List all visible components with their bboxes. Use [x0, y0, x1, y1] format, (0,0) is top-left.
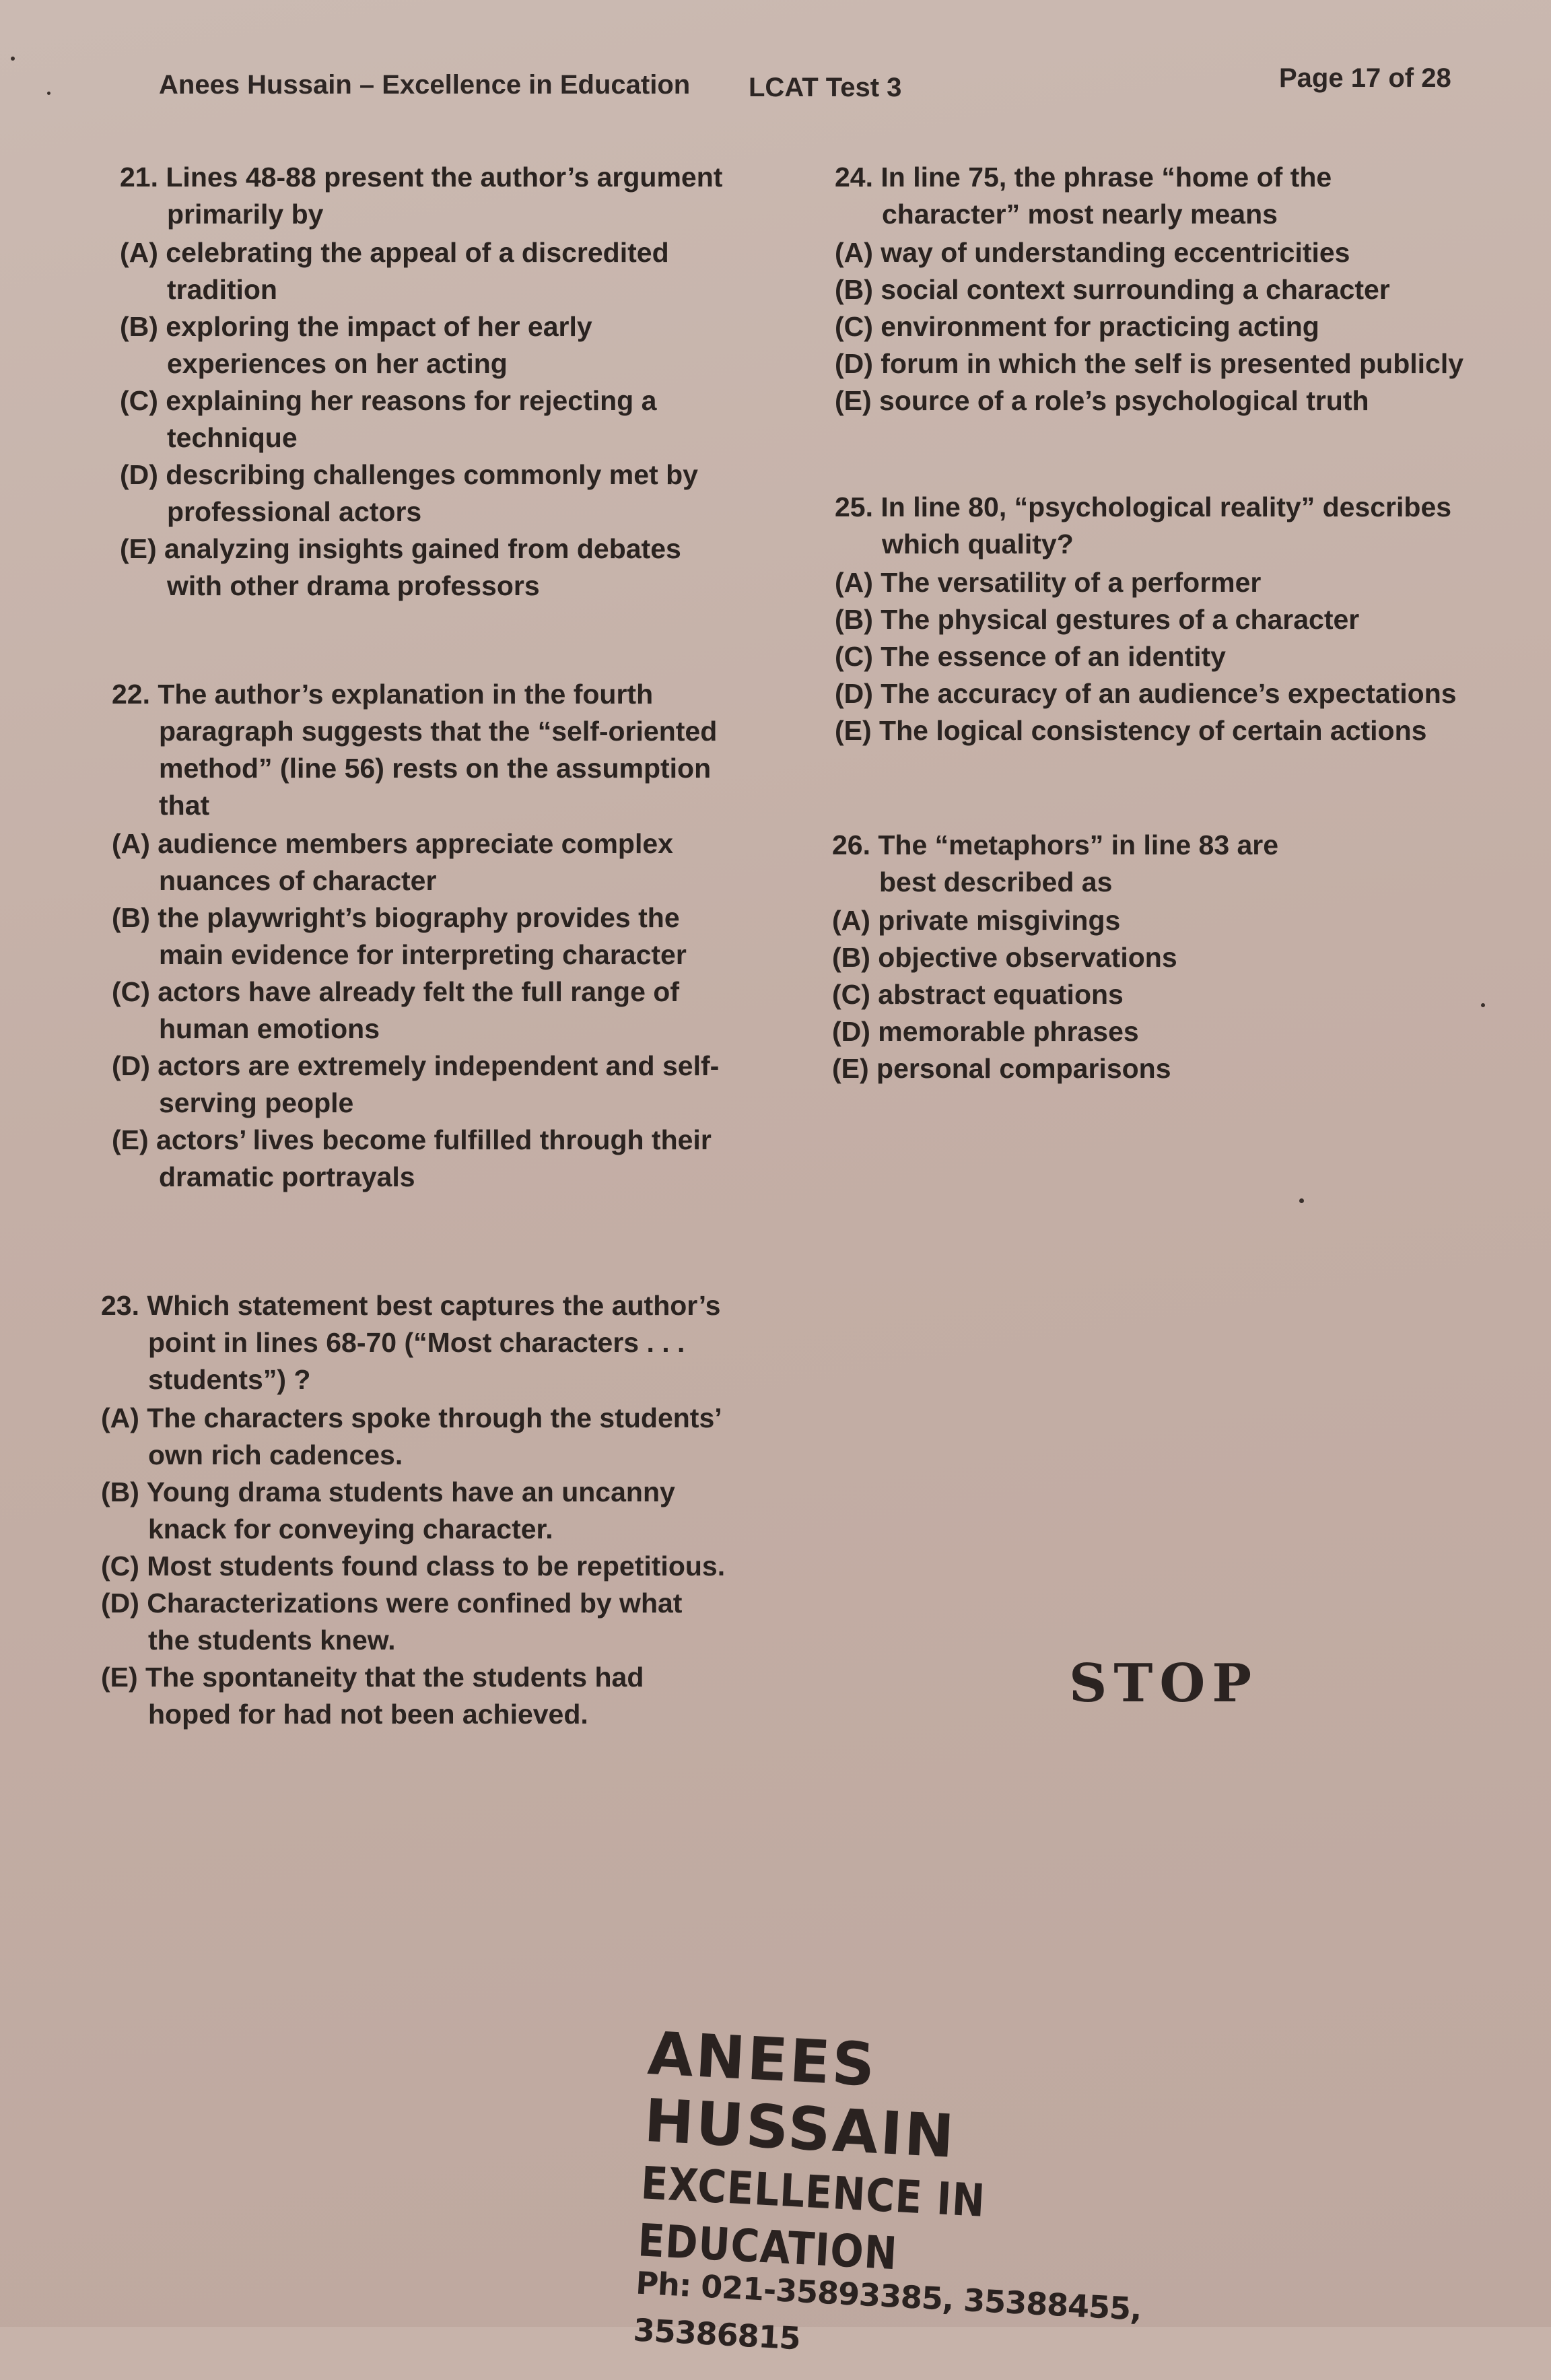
option-c: (C) Most students found class to be repetitious.	[101, 1551, 726, 1582]
stamp-name: ANEES HUSSAIN	[642, 2018, 958, 2171]
option-c: (C) explaining her reasons for rejecting a technique	[120, 385, 657, 453]
option-d: (D) Characterizations were confined by what the students knew.	[101, 1588, 683, 1656]
institute-stamp	[632, 2020, 1161, 2380]
option-d: (D) memorable phrases	[832, 1016, 1139, 1047]
option-e: (E) The logical consistency of certain actions	[835, 715, 1427, 746]
option-a: (A) way of understanding eccentricities	[835, 237, 1350, 268]
option-d: (D) forum in which the self is presented publicly	[835, 348, 1464, 379]
question-stem: 21. Lines 48-88 present the author’s argument primarily by	[120, 162, 723, 230]
option-d: (D) actors are extremely independent and self-serving people	[112, 1050, 720, 1118]
page-prefix: Page	[1279, 63, 1351, 93]
option-c: (C) The essence of an identity	[835, 641, 1226, 672]
option-b: (B) exploring the impact of her early experiences on her acting	[120, 311, 592, 379]
paper-speck	[47, 92, 50, 95]
option-b: (B) the playwright’s biography provides the main evidence for interpreting character	[112, 902, 687, 970]
option-b: (B) The physical gestures of a character	[835, 604, 1360, 635]
question-21	[120, 159, 739, 605]
option-a: (A) The versatility of a performer	[835, 567, 1262, 598]
option-a: (A) audience members appreciate complex nuances of character	[112, 828, 673, 896]
option-a: (A) celebrating the appeal of a discredited tradition	[120, 237, 669, 305]
paper-speck	[1299, 1198, 1304, 1203]
question-26	[832, 827, 1438, 1087]
question-stem: 25. In line 80, “psychological reality” describes which quality?	[835, 491, 1452, 559]
page-current: 17	[1350, 63, 1381, 93]
page-of: of	[1381, 63, 1422, 93]
question-stem: 22. The author’s explanation in the fourth paragraph suggests that the “self-oriented method” (line 56) rests on the assumption that	[112, 679, 718, 821]
option-c: (C) actors have already felt the full range of human emotions	[112, 976, 679, 1044]
option-e: (E) actors’ lives become fulfilled through their dramatic portrayals	[112, 1124, 712, 1192]
option-c: (C) environment for practicing acting	[835, 311, 1319, 342]
option-a: (A) The characters spoke through the students’ own rich cadences.	[101, 1402, 721, 1470]
option-b: (B) objective observations	[832, 942, 1177, 973]
option-c: (C) abstract equations	[832, 979, 1124, 1010]
option-e: (E) source of a role’s psychological truth	[835, 385, 1369, 416]
option-a: (A) private misgivings	[832, 905, 1121, 936]
option-b: (B) Young drama students have an uncanny knack for conveying character.	[101, 1476, 675, 1544]
question-24	[835, 159, 1508, 419]
header-page-number	[1279, 63, 1451, 94]
question-stem: 24. In line 75, the phrase “home of the character” most nearly means	[835, 162, 1332, 230]
stamp-tagline: EXCELLENCE IN EDUCATION	[636, 2156, 987, 2280]
question-stem: 26. The “metaphors” in line 83 are best described as	[832, 829, 1279, 897]
question-25	[835, 489, 1508, 749]
question-22	[112, 676, 731, 1196]
option-e: (E) The spontaneity that the students had hoped for had not been achieved.	[101, 1662, 644, 1730]
option-d: (D) The accuracy of an audience’s expectations	[835, 678, 1457, 709]
option-d: (D) describing challenges commonly met by professional actors	[120, 459, 698, 527]
question-23	[101, 1287, 727, 1733]
question-stem: 23. Which statement best captures the author’s point in lines 68-70 (“Most characters . . . students”) ?	[101, 1290, 721, 1395]
option-e: (E) analyzing insights gained from debates with other drama professors	[120, 533, 681, 601]
stamp-phone: Ph: 021-35893385, 35388455, 35386815	[632, 2264, 1142, 2357]
page-total: 28	[1421, 63, 1451, 93]
header-institute: Anees Hussain – Excellence in Education	[159, 70, 691, 100]
stop-marker: STOP	[1069, 1653, 1258, 1714]
option-e: (E) personal comparisons	[832, 1053, 1171, 1084]
paper-speck	[1481, 1003, 1485, 1007]
paper-speck	[11, 57, 15, 61]
option-b: (B) social context surrounding a character	[835, 274, 1390, 305]
header-test-name: LCAT Test 3	[749, 73, 902, 102]
